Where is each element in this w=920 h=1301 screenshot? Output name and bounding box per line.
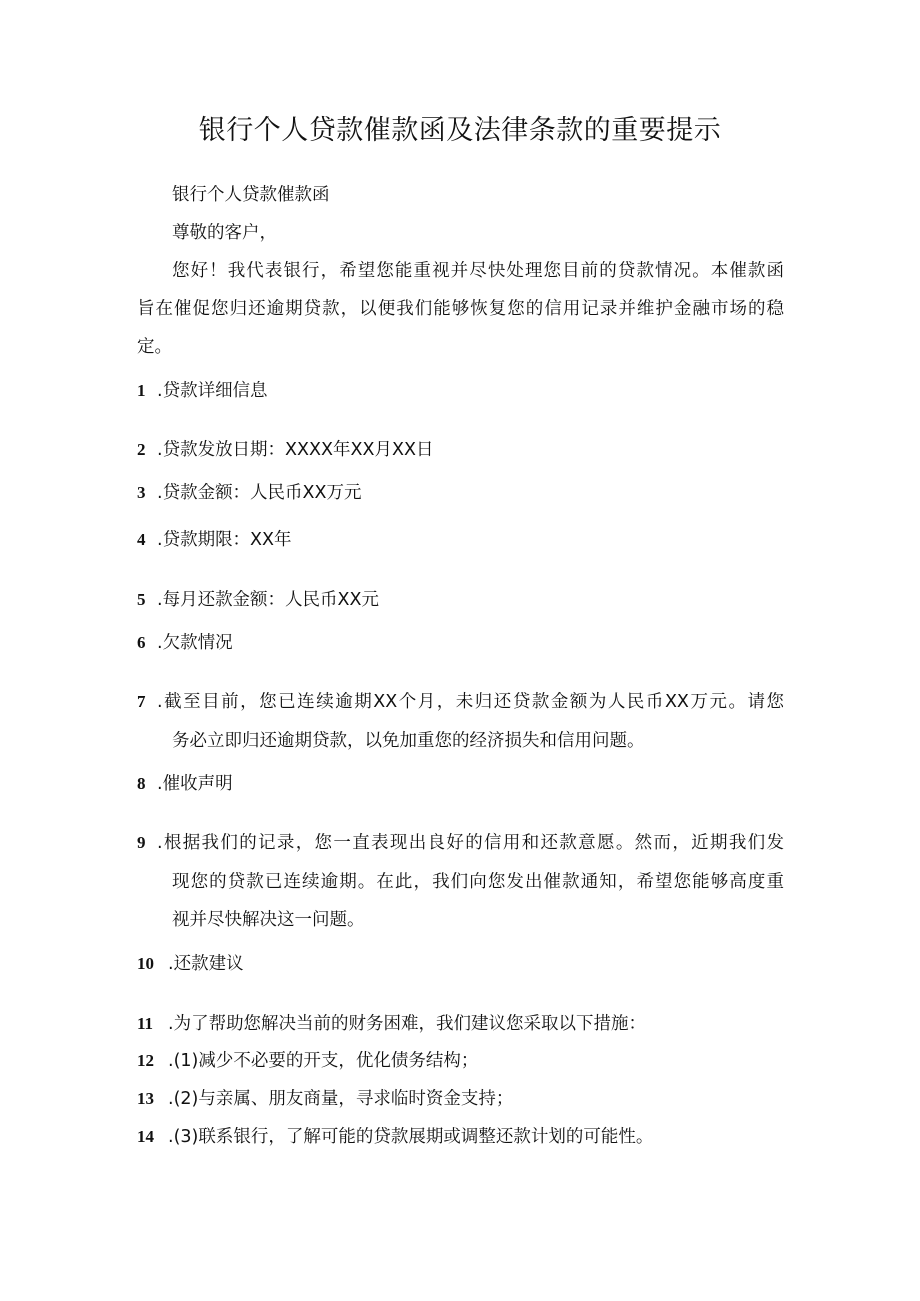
item-number-5: 5 <box>137 590 146 609</box>
intro-line-1: 您好！我代表银行，希望您能重视并尽快处理您目前的贷款情况。本催款函 <box>172 261 784 281</box>
item-text-9-line-3: 视并尽快解决这一问题。 <box>172 910 365 930</box>
item-text-9-line-2: 现您的贷款已连续逾期。在此，我们向您发出催款通知，希望您能够高度重 <box>172 872 784 892</box>
item-text-7-line-2: 务必立即归还逾期贷款，以免加重您的经济损失和信用问题。 <box>172 731 645 751</box>
item-text-14: .(3)联系银行，了解可能的贷款展期或调整还款计划的可能性。 <box>168 1127 654 1147</box>
item-text-8: .催收声明 <box>157 774 233 794</box>
item-text-11: .为了帮助您解决当前的财务困难，我们建议您采取以下措施： <box>168 1014 647 1034</box>
item-text-13: .(2)与亲属、朋友商量，寻求临时资金支持； <box>168 1089 514 1109</box>
item-text-6: .欠款情况 <box>157 633 233 653</box>
item-number-11: 11 <box>137 1014 154 1033</box>
item-number-2: 2 <box>137 440 146 459</box>
item-text-12: .(1)减少不必要的开支，优化债务结构； <box>168 1051 479 1071</box>
intro-line-2: 旨在催促您归还逾期贷款，以便我们能够恢复您的信用记录并维护金融市场的稳 <box>137 299 784 319</box>
item-text-2: .贷款发放日期：XXXX年XX月XX日 <box>157 440 434 460</box>
item-text-9-line-1: .根据我们的记录，您一直表现出良好的信用和还款意愿。然而，近期我们发 <box>157 833 784 853</box>
document-title: 银行个人贷款催款函及法律条款的重要提示 <box>198 115 722 146</box>
item-number-10: 10 <box>137 954 154 973</box>
item-text-4: .贷款期限：XX年 <box>157 530 292 550</box>
item-number-13: 13 <box>137 1089 154 1108</box>
subtitle: 银行个人贷款催款函 <box>172 185 330 205</box>
item-number-3: 3 <box>137 483 146 502</box>
item-number-14: 14 <box>137 1127 154 1146</box>
item-number-6: 6 <box>137 633 146 652</box>
salutation: 尊敬的客户， <box>172 223 277 243</box>
item-text-7-line-1: .截至目前，您已连续逾期XX个月，未归还贷款金额为人民币XX万元。请您 <box>157 692 784 712</box>
item-text-10: .还款建议 <box>168 954 244 974</box>
intro-line-3: 定。 <box>137 337 172 357</box>
item-number-12: 12 <box>137 1051 154 1070</box>
item-text-3: .贷款金额：人民币XX万元 <box>157 483 362 503</box>
item-number-1: 1 <box>137 381 146 400</box>
item-number-9: 9 <box>137 833 146 852</box>
item-text-5: .每月还款金额：人民币XX元 <box>157 590 380 610</box>
item-number-4: 4 <box>137 530 146 549</box>
item-number-7: 7 <box>137 692 146 711</box>
item-text-1: .贷款详细信息 <box>157 381 268 401</box>
item-number-8: 8 <box>137 774 146 793</box>
